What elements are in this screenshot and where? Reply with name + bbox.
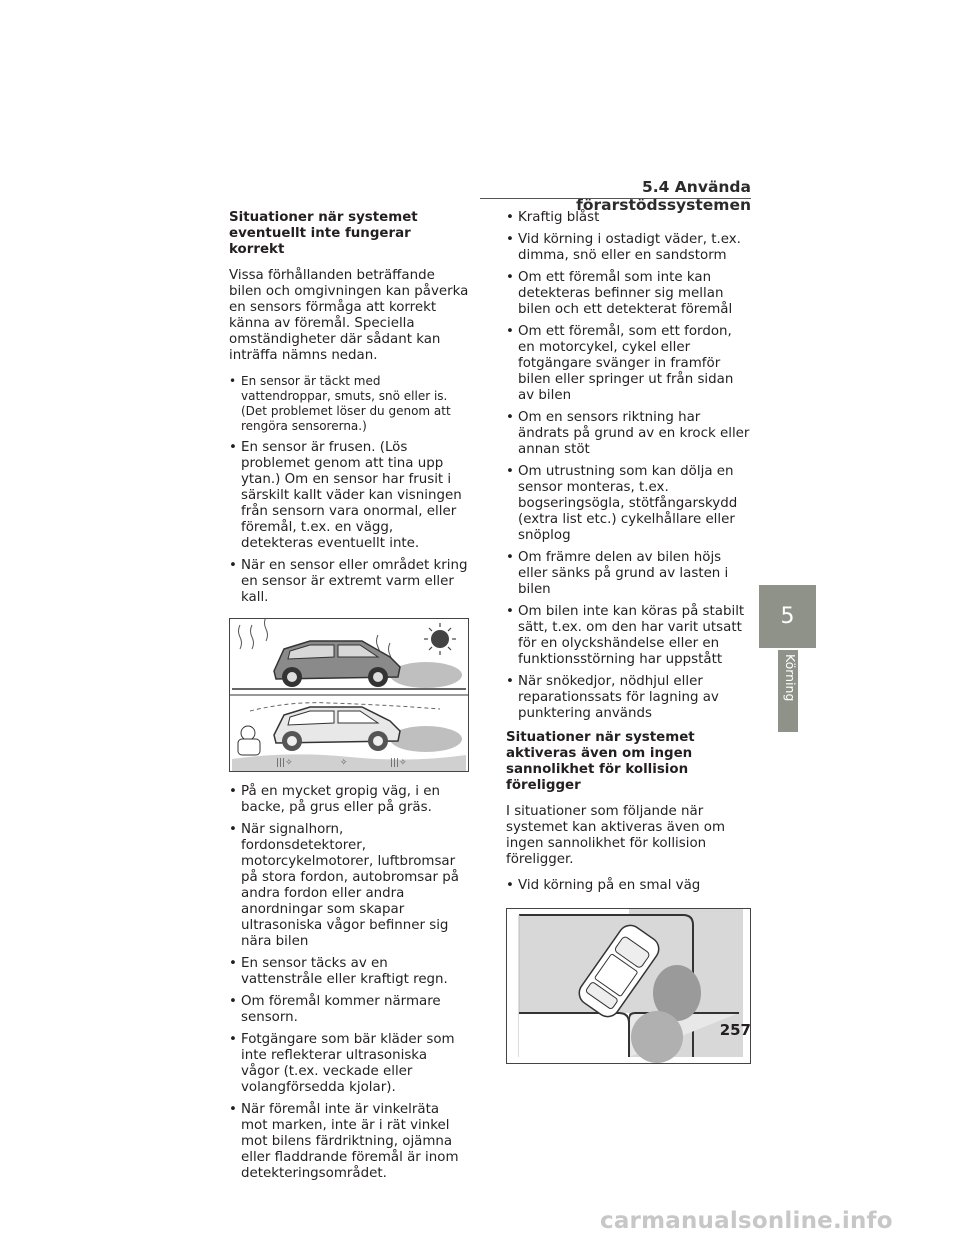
- narrow-road-illustration: [506, 908, 751, 1064]
- list-item: • En sensor täcks av en vattenstråle eller kraftigt regn.: [229, 956, 469, 988]
- page-number: 257: [719, 1021, 751, 1039]
- list-item: • Om utrustning som kan dölja en sensor monteras, t.ex. bogseringsögla, stötfångarskydd (extra list etc.) cykelhållare eller snöplog: [506, 464, 751, 544]
- right-intro: I situationer som följande när systemet kan aktiveras även om ingen sannolikhet för kollision föreligger.: [506, 804, 726, 867]
- chapter-tab: 5: [759, 585, 816, 648]
- svg-text:✧: ✧: [340, 758, 348, 768]
- list-item: • När en sensor eller området kring en sensor är extremt varm eller kall.: [229, 558, 469, 606]
- header-divider: [480, 198, 751, 199]
- left-heading: Situationer när systemet eventuellt inte fungerar korrekt: [229, 210, 418, 257]
- right-bullet-list-b: [506, 878, 751, 894]
- list-item: • Om bilen inte kan köras på stabilt sätt, t.ex. om den har varit utsatt för en olyckshändelse eller en funktionsstörning har uppstått: [506, 604, 751, 668]
- list-item: • På en mycket gropig väg, i en backe, på grus eller på gräs.: [229, 784, 469, 816]
- left-bullet-list-a: [229, 374, 469, 606]
- left-intro: Vissa förhållanden beträffande bilen och omgivningen kan påverka en sensors förmåga att korrekt känna av föremål. Speciella omständigheter där sådant kan inträffa nämns nedan.: [229, 268, 469, 363]
- list-item: • En sensor är täckt med vattendroppar, smuts, snö eller is. (Det problemet löser du genom att rengöra sensorerna.): [229, 374, 469, 434]
- weather-illustration: [229, 618, 469, 772]
- list-item: • Om föremål kommer närmare sensorn.: [229, 994, 469, 1026]
- list-item: • Vid körning på en smal väg: [506, 878, 751, 894]
- list-item: • Om främre delen av bilen höjs eller sänks på grund av lasten i bilen: [506, 550, 751, 598]
- section-title: 5.4 Använda förarstödssystemen: [576, 178, 751, 214]
- list-item: • Vid körning i ostadigt väder, t.ex. dimma, snö eller en sandstorm: [506, 232, 751, 264]
- list-item: • När föremål inte är vinkelräta mot marken, inte är i rät vinkel mot bilens färdriktning, ojämna eller fladdrande föremål är inom detekteringsområdet.: [229, 1102, 469, 1182]
- chapter-tab-label: Körning: [778, 650, 798, 732]
- list-item: • Om ett föremål, som ett fordon, en motorcykel, cykel eller fotgängare svänger in framför bilen eller springer ut från sidan av bilen: [506, 324, 751, 404]
- list-item: • När snökedjor, nödhjul eller reparationssats för lagning av punktering används: [506, 674, 751, 722]
- list-item: • Fotgängare som bär kläder som inte reflekterar ultrasoniska vågor (t.ex. veckade eller volangförsedda kjolar).: [229, 1032, 469, 1096]
- list-item: • Kraftig blåst: [506, 210, 751, 226]
- list-item: • Om en sensors riktning har ändrats på grund av en krock eller annan stöt: [506, 410, 751, 458]
- watermark: carmanualsonline.info: [600, 1208, 893, 1234]
- list-item: • En sensor är frusen. (Lös problemet genom att tina upp ytan.) Om en sensor har frusit i särskilt kallt väder kan visningen från sensorn vara onormal, eller föremål, t.ex. en vägg, detekteras eventuellt inte.: [229, 440, 469, 552]
- list-item: • Om ett föremål som inte kan detekteras befinner sig mellan bilen och ett detekterat föremål: [506, 270, 751, 318]
- right-column: [506, 210, 751, 1076]
- left-column: [229, 210, 469, 1188]
- right-bullet-list-a: [506, 210, 751, 722]
- svg-text:|||✧: |||✧: [390, 758, 407, 768]
- svg-text:|||✧: |||✧: [276, 758, 293, 768]
- list-item: • När signalhorn, fordonsdetektorer, motorcykelmotorer, luftbromsar på stora fordon, autobromsar på andra fordon eller andra anordningar som skapar ultrasoniska vågor befinner sig nära bilen: [229, 822, 469, 950]
- right-heading: Situationer när systemet aktiveras även om ingen sannolikhet för kollision föreligger: [506, 730, 695, 793]
- left-bullet-list-b: [229, 784, 469, 1182]
